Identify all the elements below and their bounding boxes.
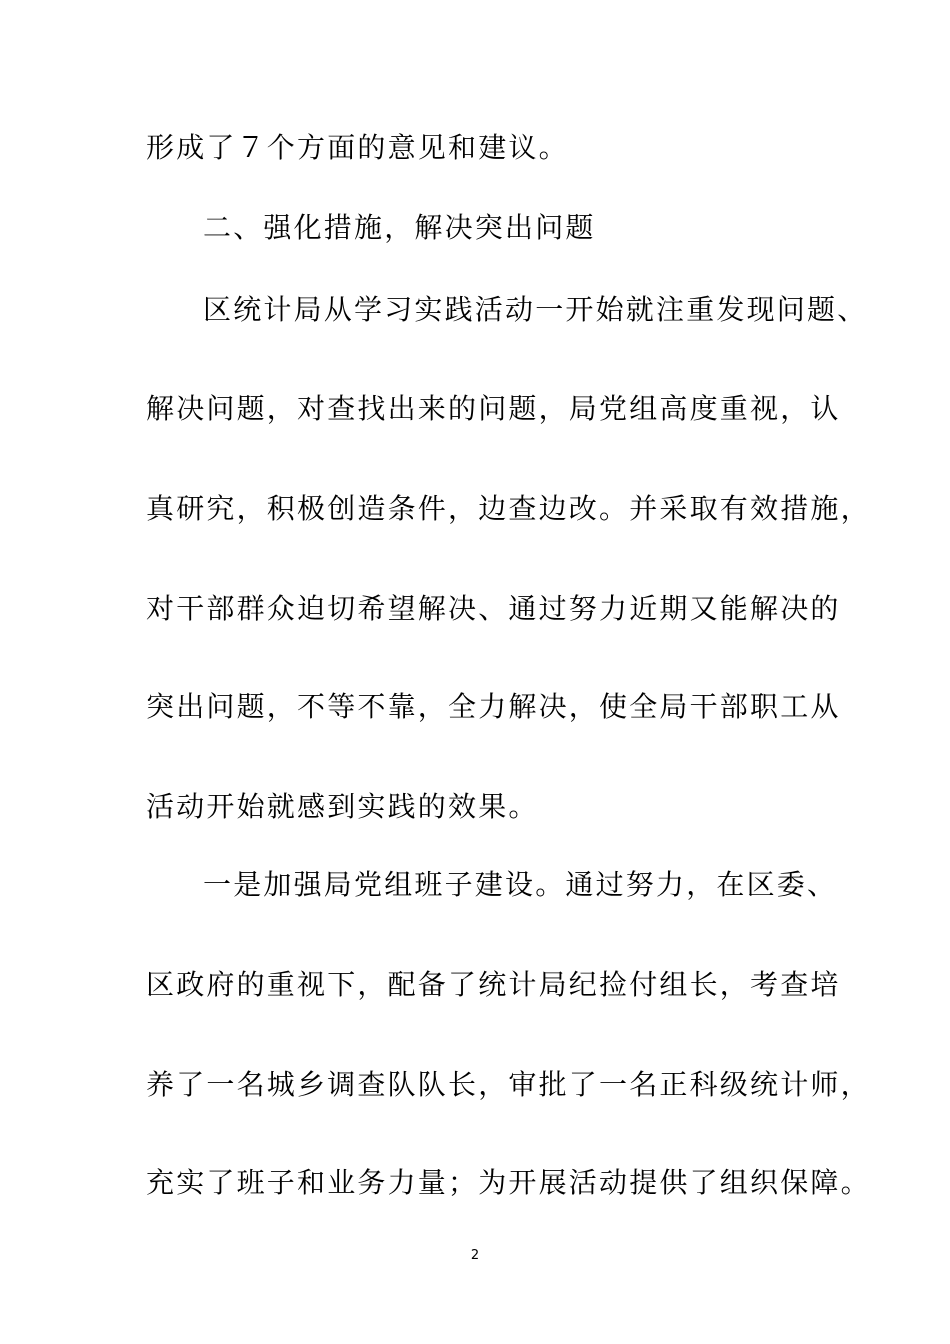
paragraph-line: 对干部群众迫切希望解决、通过努力近期又能解决的 xyxy=(146,592,841,625)
paragraph-line: 解决问题，对查找出来的问题，局党组高度重视，认 xyxy=(146,392,841,425)
paragraph-line: 活动开始就感到实践的效果。 xyxy=(146,790,539,823)
paragraph-line: 突出问题，不等不靠，全力解决，使全局干部职工从 xyxy=(146,690,841,723)
paragraph-line: 一是加强局党组班子建设。通过努力，在区委、 xyxy=(203,868,838,901)
paragraph-line: 充实了班子和业务力量；为开展活动提供了组织保障。 xyxy=(146,1166,871,1199)
paragraph-line: 养了一名城乡调查队队长，审批了一名正科级统计师， xyxy=(146,1068,871,1101)
paragraph-line: 真研究，积极创造条件，边查边改。并采取有效措施， xyxy=(146,492,871,525)
paragraph-line: 区统计局从学习实践活动一开始就注重发现问题、 xyxy=(203,293,868,326)
page-number: 2 xyxy=(470,1248,480,1263)
paragraph-line: 区政府的重视下，配备了统计局纪捡付组长，考查培 xyxy=(146,968,841,1001)
section-heading: 二、强化措施，解决突出问题 xyxy=(203,211,596,244)
paragraph-line-continuation: 形成了７个方面的意见和建议。 xyxy=(146,131,569,164)
